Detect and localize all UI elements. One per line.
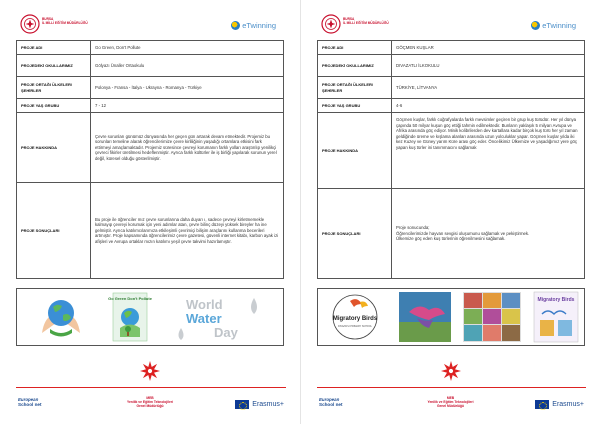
project-age-group: 7 - 12 (91, 99, 284, 113)
erasmus-label: Erasmus+ (252, 401, 284, 408)
project-images (16, 288, 284, 346)
row-label: PROJE YAŞ GRUBU (318, 99, 392, 113)
erasmus-label: Erasmus+ (552, 401, 584, 408)
project-name: Go Green, Don't Pollute (91, 41, 284, 55)
meb-footer-line: MEB (446, 396, 455, 400)
project-images (317, 288, 585, 346)
migratory-birds-poster-image (534, 292, 578, 342)
etwinning-logo (231, 18, 276, 32)
meb-footer-line: Yenilik ve Eğitim Teknolojileri (126, 400, 174, 405)
page-footer (0, 356, 300, 424)
poster-title: Go Green Don't Pollute (108, 296, 152, 301)
page-header (317, 14, 586, 36)
meb-header-text (42, 17, 88, 26)
table-row (318, 77, 585, 99)
bird-photo-image (399, 292, 451, 342)
poster-title: Migratory Birds (537, 297, 575, 303)
project-schools: DIVAZATLI İLKOKULU (392, 55, 585, 77)
project-about: Göçmen kuşlar, farklı coğrafyalarda farklı mevsimler geçiren bir grup kuş türüdür. Her yıl dünya çapında 50 milyar kuşun göç ettiği tahmin edilmektedir. Bunların yaklaşık 5 milyarı Avrupa ve Afrika arasında göç ediyor. Minik kolibrilerden dev kartallara kadar birçok kuş türü her yıl zaman geldiğinde üreme ve kışlama alanları arasında uzun yolculuklar yapar. Göçmen kuşlar yılda iki kez Kuzey ve Güney yarım Küre arası göç eder. Öncelikimiz Ülkemize ve yaşadığımız yere göç yapan kuş türler ini tanımmacını sağlamak (392, 113, 585, 189)
eu-flag-icon (235, 400, 249, 409)
meb-footer-line: Genel Müdürlüğü (136, 404, 164, 409)
migratory-birds-logo-image (324, 292, 386, 342)
es-logo-line: School net (18, 402, 42, 407)
eu-flag-icon (535, 400, 549, 409)
etwinning-logo (531, 18, 576, 32)
meb-footer-line: Yenilik ve Eğitim Teknolojileri (427, 400, 474, 405)
meb-header-line: BURSA (343, 17, 355, 21)
row-label: PROJE ORTAĞI ÜLKELER/ŞEHİRLER (318, 77, 392, 99)
project-results: Proje sonucunda; Öğrencilerimizde hayvan sevgisi oluşumunu sağlamak ve pekiştirmek. Ülkemize göç eden kuş türlerinin öğrenilmesini sağlamak. (392, 189, 585, 279)
etwinning-label: eTwinning (242, 20, 276, 30)
meb-emblem-icon (440, 360, 462, 382)
table-row (17, 55, 284, 77)
logo-title: Migratory Birds (332, 316, 378, 322)
es-logo-line: School net (319, 402, 343, 407)
project-info-table (16, 40, 284, 279)
row-label: PROJE YAŞ GRUBU (17, 99, 91, 113)
project-age-group: 4-6 (392, 99, 585, 113)
go-green-poster-image (108, 293, 152, 341)
table-row (318, 41, 585, 55)
project-results: Bu proje ile öğrenciler mız çevre sorunlarına daha duyarı ı, sadece çevreyi kirletmemekle kalmayıp çevreyi korumak için yeni adımlar atan, çevre bilinç düzeyi yüksek bireyler ha ine gelmiştir. Ayrıca katılımcılarımıza etkileşimli çevrimiçi bilişim araçlarını kullanma becerileri artmıştır. Proje kapsamında öğrencilerimiz çevre gazetesi, güvenli internet kitabı, karbon ayak izi afişleri ve Avrupa ortaklar mızın katılımı yeşil çevre takvimi hazırlamıştır. (91, 183, 284, 279)
meb-header-line: BURSA (42, 17, 54, 21)
wwd-word: World (185, 297, 223, 312)
world-water-day-image (174, 292, 264, 342)
project-partners: TÜRKİYE, LİTVANYA (392, 77, 585, 99)
etwinning-star-icon (231, 21, 240, 30)
meb-header-line: İL MİLLİ EĞİTİM MÜDÜRLÜĞÜ (42, 21, 88, 26)
footer-divider (16, 387, 286, 388)
meb-footer-line: MEB (146, 396, 154, 400)
meb-footer-line: Genel Müdürlüğü (436, 404, 465, 409)
table-row (318, 55, 585, 77)
erasmus-logo (235, 400, 284, 409)
logo-subtitle: DIVAZATLI PRIMARY SCHOOL (338, 325, 372, 328)
project-name: GÖÇMEN KUŞLAR (392, 41, 585, 55)
meb-logo-icon (20, 14, 40, 34)
meb-header-text (343, 17, 389, 26)
table-row (318, 189, 585, 279)
table-row (318, 99, 585, 113)
row-label: PROJE ORTAĞI ÜLKELER/ŞEHİRLER (17, 77, 91, 99)
table-row (17, 99, 284, 113)
table-row (17, 77, 284, 99)
student-crafts-image (463, 292, 521, 342)
project-about: Çevre sorunları günümüz dünyasında her geçen gün artarak devam etmektedir. Projemiz bu sorunları temeline alarak öğrencilerimize çevre kirliliğinin yaşadığı ortamlara etkisini fark ettirmeyi amaçlamaktadır. Projemiz süresince çevreyi korumanın farklı yolları araştırılıp yenilikçi çevreci fikirler üretilmesi hedeflenmiştir. Ayrıca farklı kültürler ile iş birliği yapılarak sorunun yerel değil, küresel olduğu gösterilmiştir. (91, 113, 284, 183)
row-label: PROJE ADI (318, 41, 392, 55)
table-row (318, 113, 585, 189)
row-label: PROJEDEKİ OKULLARIMIZ (17, 55, 91, 77)
wwd-word: Water (185, 311, 222, 326)
es-logo-line: European (18, 397, 39, 402)
table-row (17, 113, 284, 183)
etwinning-star-icon (531, 21, 540, 30)
row-label: PROJE SONUÇLARI (318, 189, 392, 279)
earth-hands-image (36, 293, 86, 341)
row-label: PROJE HAKKINDA (17, 113, 91, 183)
project-partners: Polonya - Fransa - İtalya - Ukrayna - Romanya - Türkiye (91, 77, 284, 99)
page-header (16, 14, 286, 36)
meb-emblem-icon (139, 360, 161, 382)
row-label: PROJE ADI (17, 41, 91, 55)
table-row (17, 183, 284, 279)
row-label: PROJE HAKKINDA (318, 113, 392, 189)
project-schools: Gölyazı Ünaller Ortaokulu (91, 55, 284, 77)
meb-header-line: İL MİLLİ EĞİTİM MÜDÜRLÜĞÜ (343, 21, 389, 26)
meb-logo-icon (321, 14, 341, 34)
es-logo-line: European (319, 397, 340, 402)
table-row (17, 41, 284, 55)
page-footer (301, 356, 600, 424)
project-info-table (317, 40, 585, 279)
wwd-word: Day (213, 325, 238, 340)
footer-divider (317, 387, 586, 388)
row-label: PROJE SONUÇLARI (17, 183, 91, 279)
erasmus-logo (535, 400, 584, 409)
row-label: PROJEDEKİ OKULLARIMIZ (318, 55, 392, 77)
etwinning-label: eTwinning (542, 20, 576, 30)
right-page (300, 0, 600, 424)
